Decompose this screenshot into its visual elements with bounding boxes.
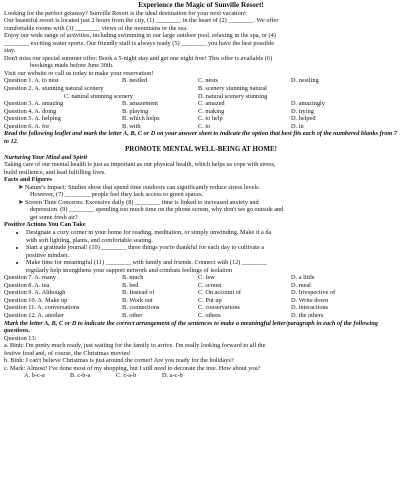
question-stem: Question 12. A. another — [4, 312, 64, 320]
option-b: B. nestled — [122, 77, 148, 85]
question-stem: Question 2. A. stunning natural scenery — [4, 84, 104, 92]
option-c: C. few — [198, 274, 215, 282]
option-d: D. in — [291, 122, 304, 130]
option-c: C. others — [198, 312, 221, 320]
questions-7-12 — [4, 274, 398, 319]
question-row — [4, 115, 398, 123]
option-c: C. c-a-b — [116, 372, 137, 380]
option-d: D. interactions — [291, 304, 329, 312]
option-b: B. connections — [122, 304, 160, 312]
question-row — [4, 274, 398, 282]
option-d: D. amazingly — [291, 100, 325, 108]
question-stem: Question 1. A. to nest — [4, 77, 59, 85]
action-item: • Designate a cozy corner in your home for reading, meditation, or simply unwinding. Make it a da with soft lighting, plants, and comfortable seating. — [26, 229, 398, 244]
option-b: B. scenery stunning natural — [198, 84, 267, 92]
option-c: C. to help — [198, 115, 223, 123]
option-c: C. natural stunning scenery — [64, 92, 133, 100]
ad-line: Our beautiful resort is located just 2 hours from the city, (1) ________ in the heart of (2) ________. We offer — [4, 17, 279, 25]
dialog-line: c. Mark: Almost! I've done most of my shopping, but I still need to decorate the tree. How about you? — [4, 364, 261, 372]
question-stem: Question 11. A. conversations — [4, 304, 80, 312]
ad-line: bookings made before June 30th. — [30, 62, 114, 70]
question-row — [4, 282, 398, 290]
actions-heading: Positive Actions You Can Take — [4, 221, 86, 229]
question-row — [4, 289, 398, 297]
option-c: C. On account of — [198, 289, 242, 297]
facts-heading: Facts and Figures — [4, 176, 52, 184]
option-b: B. amazement — [122, 100, 159, 108]
action-item: • Make time for meaningful (11) ________ with family and friends. Connect with (12) ________ regularly help strengthens your support network and combats feelings of isolation — [26, 259, 398, 274]
question-stem: Question 7. A. many — [4, 274, 56, 282]
fact-line: depression. (9) ________ spending too much time on the phone screen, why don't we go outside and — [30, 206, 284, 214]
leaflet-subtitle: Nurturing Your Mind and Spirit — [4, 153, 88, 161]
leaflet-line: Taking care of our mental health is just as important as our physical health, which helps us cope with stress, — [4, 161, 276, 169]
ad-line: Don't miss our special summer offer: Book a 5-night stay and get one night free! This offer is available (6) — [4, 54, 273, 62]
option-d: D. natural scenery stunning — [198, 92, 268, 100]
fact-line: get some fresh air? — [30, 213, 78, 221]
question-stem: Question 4. A. doing — [4, 107, 57, 115]
questions-1-6 — [4, 77, 398, 130]
fact-line: However, (7) ________ people feel they lack access to green spaces. — [30, 191, 204, 199]
ad-title: Experience the Magic of Sunville Resort! — [138, 1, 264, 9]
option-d: D. Write down — [291, 296, 329, 304]
instruction-13: Mark the letter A, B, C or D to indicate the correct arrangement of the sentences to make a meaningful letter/paragraph in each of the following questions. — [4, 319, 378, 335]
ad-line: ________ exciting water sports. Our friendly staff is always ready (5) ________ you have the best possible — [4, 39, 275, 47]
option-c: C. nests — [198, 77, 218, 85]
question-stem — [4, 93, 64, 101]
question-row — [4, 77, 398, 85]
question-row — [4, 93, 398, 101]
ad-line: comfortable rooms with (3) ________ views of the mountains or the sea. — [4, 24, 188, 32]
option-d: D. a little — [291, 274, 315, 282]
question-stem: Question 9. A. Although — [4, 289, 66, 297]
question-stem: Question 6. A. for — [4, 122, 50, 130]
actions-list — [4, 229, 398, 274]
leaflet-line: build resilience, and lead fulfilling lives. — [4, 168, 106, 176]
option-b: B. c-b-a — [70, 372, 91, 380]
option-c: C. to — [198, 122, 211, 130]
dialog-line: festive food and, of course, the Christmas movies! — [4, 349, 131, 357]
option-d: D. nestling — [291, 77, 319, 85]
option-d: D. trying — [291, 107, 314, 115]
fact-line: ➤ Screen Time Concerns: Excessive daily (8) ________ time is linked to increased anxiety and — [18, 198, 259, 206]
question-row — [4, 108, 398, 116]
question-row — [4, 100, 398, 108]
dialog-line: a. Binh: I'm pretty much ready, just waiting for the family to arrive. I'm really looking forward to all the — [4, 342, 266, 350]
option-d: D. Irrespective of — [291, 289, 336, 297]
option-c: C. Put up — [198, 296, 222, 304]
option-b: B. with — [122, 122, 141, 130]
option-a: A. b-c-a — [24, 372, 45, 380]
question-stem: Question 10. A. Make up — [4, 296, 68, 304]
question-row — [4, 304, 398, 312]
option-d: D. meal — [291, 281, 311, 289]
question-13-label: Question 13: — [4, 334, 37, 342]
option-c: C. screen — [198, 281, 222, 289]
question-stem: Question 3. A. amazing — [4, 100, 64, 108]
option-b: B. playing — [122, 107, 149, 115]
question-row — [4, 123, 398, 131]
ad-line: Looking for the perfect getaway? Sunville Resort is the ideal destination for your next vacation! — [4, 9, 247, 17]
question-13-options — [4, 372, 398, 380]
option-c: C. conservations — [198, 304, 240, 312]
action-item: • Start a gratitude journal! (10) ________ three things you're thankful for each day to cultivate a positive mindset. — [26, 244, 398, 259]
option-c: C. making — [198, 107, 225, 115]
ad-line: stay. — [4, 47, 16, 55]
option-b: B. Work out — [122, 296, 153, 304]
option-b: B. much — [122, 274, 144, 282]
question-row — [4, 297, 398, 305]
option-d: D. a-c-b — [162, 372, 183, 380]
ad-text — [4, 10, 398, 78]
ad-line: Visit our website or call us today to make your reservation! — [4, 69, 154, 77]
option-b: B. which helps — [122, 115, 160, 123]
dialog-line: b. Binh: I can't believe Christmas is just around the corner! Are you ready for the holidays? — [4, 357, 234, 365]
question-stem: Question 5. A. helping — [4, 115, 61, 123]
option-d: D. helped — [291, 115, 316, 123]
option-b: B. Instead of — [122, 289, 155, 297]
question-stem: Question 8. A. tea — [4, 281, 50, 289]
option-b: B. bed — [122, 281, 139, 289]
instruction-7-12: Read the following leaflet and mark the letter A, B, C or D on your answer sheet to indicate the option that best fits each of the numbered blanks from 7 to 12. — [4, 130, 397, 145]
option-d: D. the others — [291, 312, 324, 320]
option-c: C. amazed — [198, 100, 225, 108]
fact-line: ➤ Nature's Impact: Studies show that spend time outdoors can significantly reduce stress levels. — [18, 183, 261, 191]
option-b: B. other — [122, 312, 143, 320]
ad-line: Enjoy our wide range of activities, including swimming in our large outdoor pool, relaxing in the spa, or (4) — [4, 32, 276, 40]
leaflet-title: PROMOTE MENTAL WELL-BEING AT HOME! — [125, 145, 277, 154]
question-row — [4, 312, 398, 320]
question-row — [4, 85, 398, 93]
